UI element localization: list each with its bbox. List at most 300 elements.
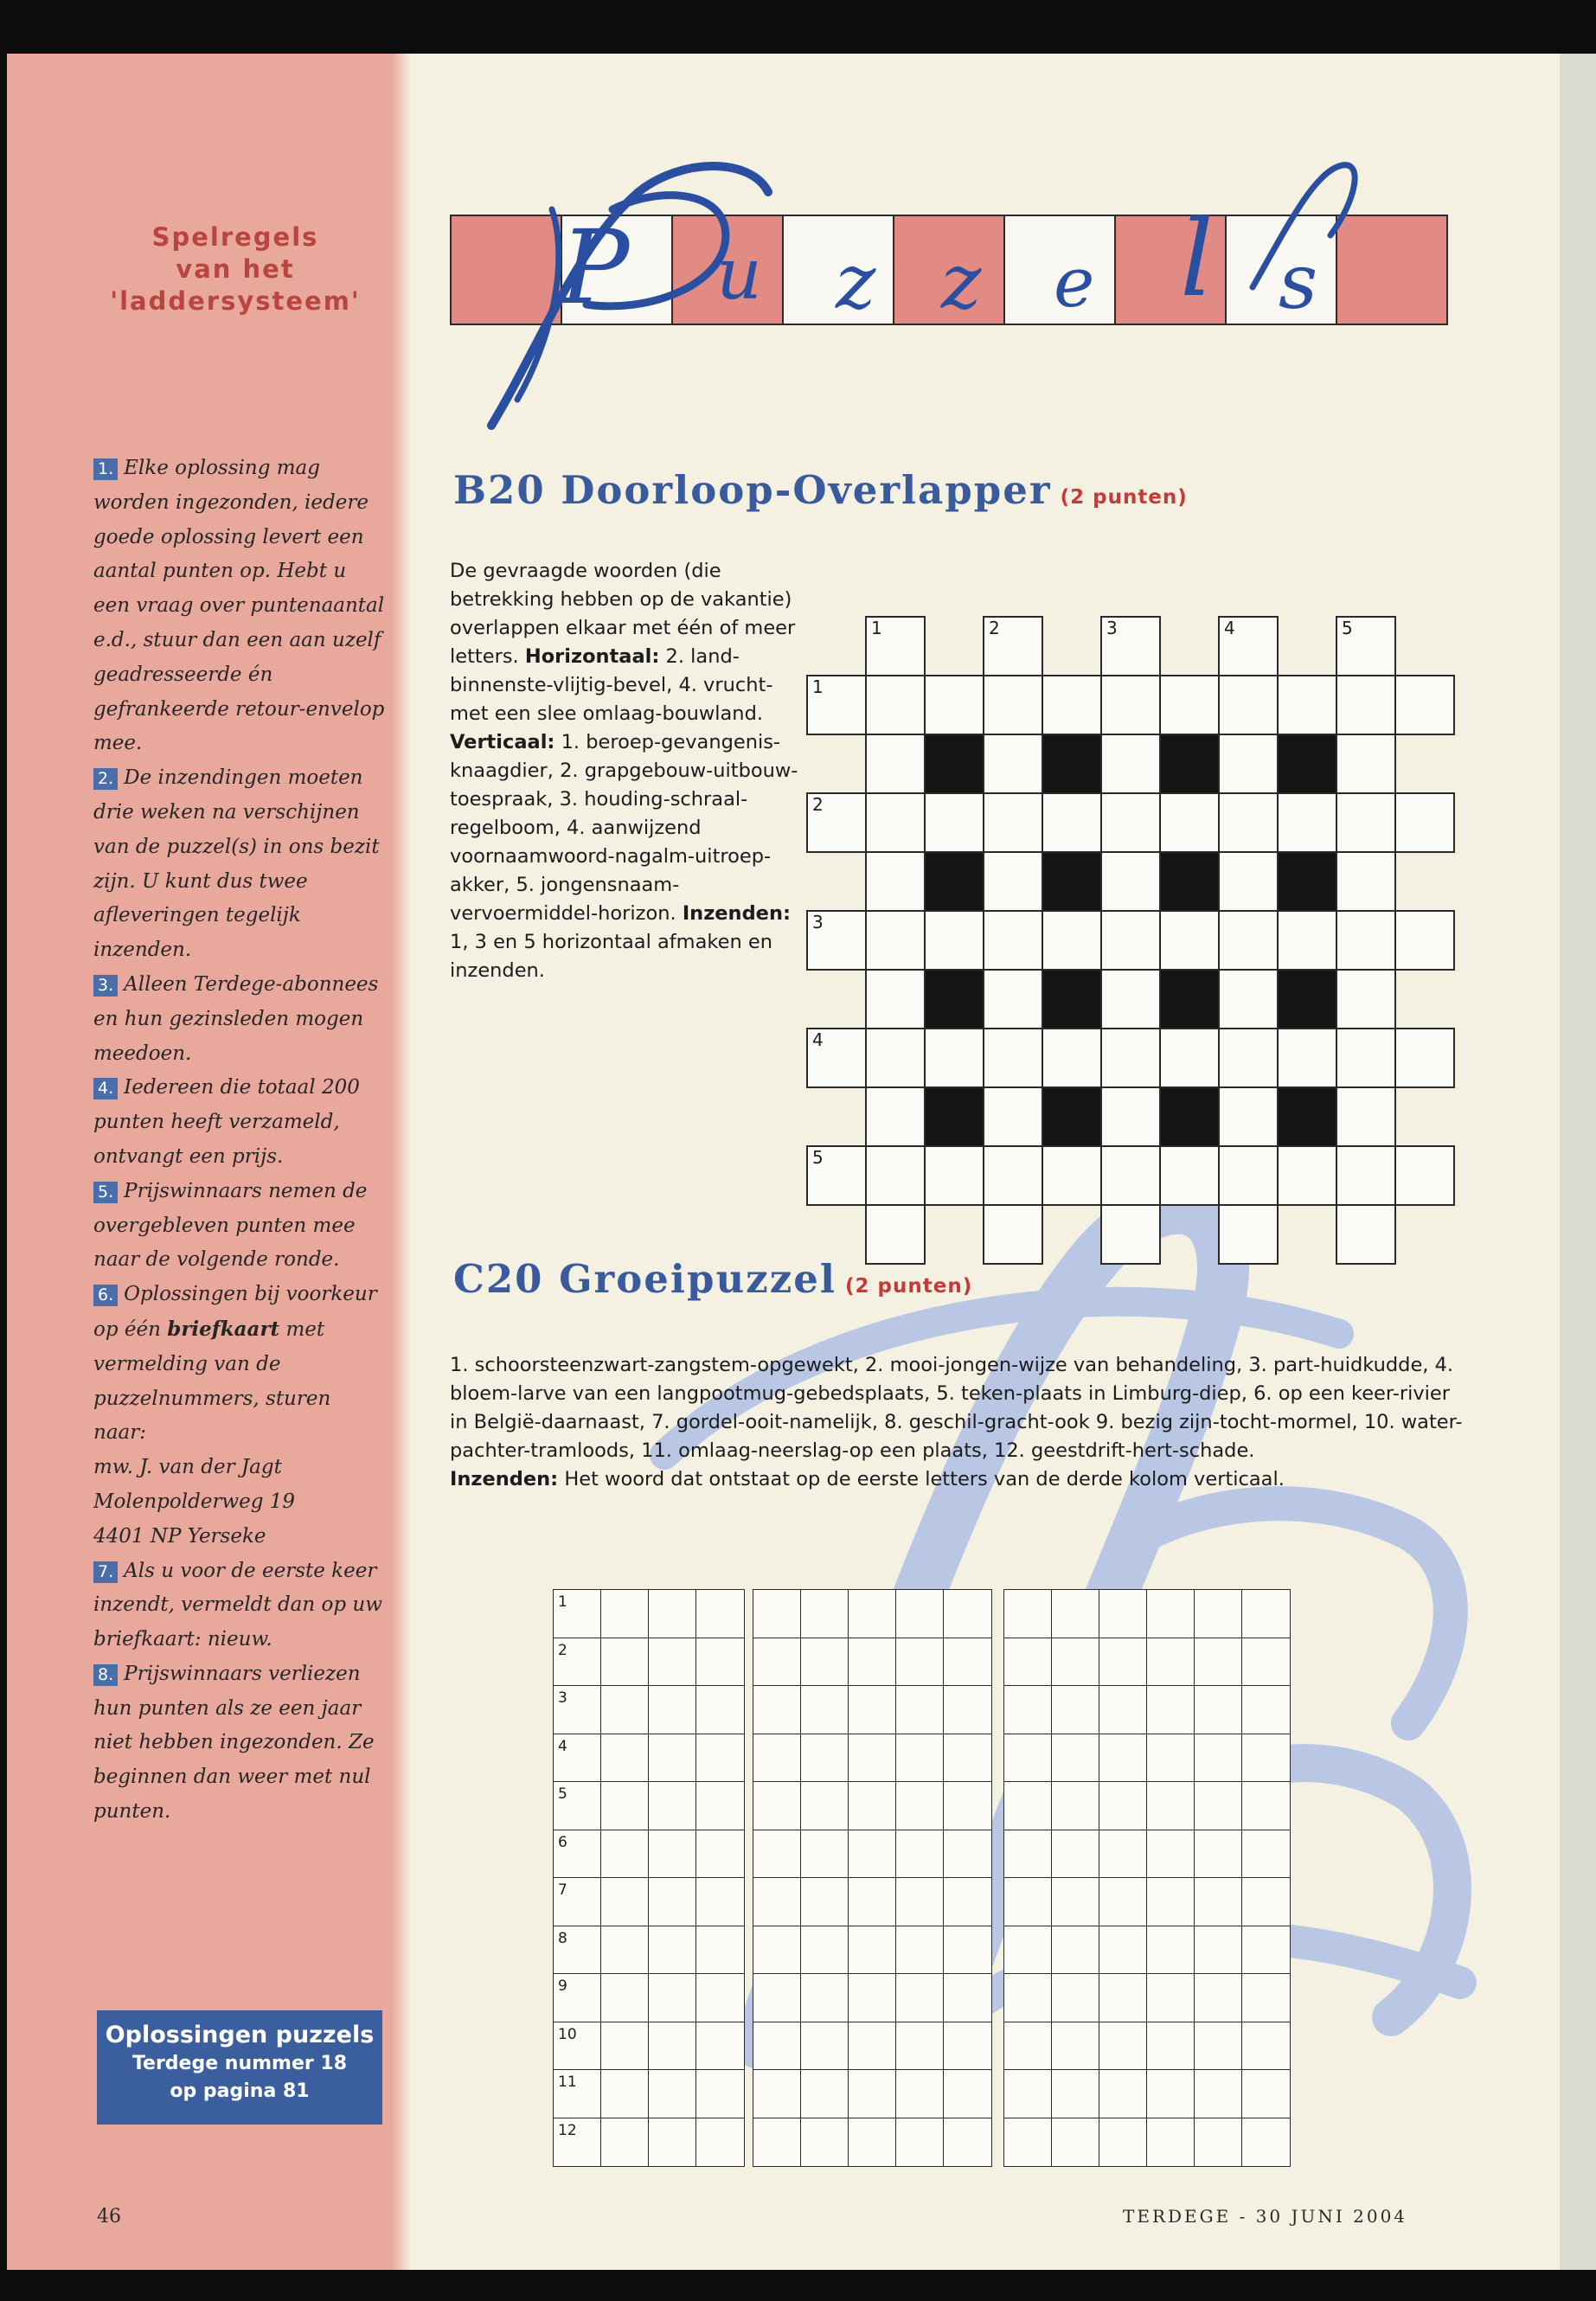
grid-cell[interactable] (1051, 1685, 1100, 1734)
grid-cell[interactable] (848, 1781, 897, 1830)
rule-number-badge: 1. (93, 458, 118, 480)
grid-cell[interactable] (848, 2022, 897, 2071)
grid-cell[interactable] (1099, 1830, 1148, 1879)
grid-cell[interactable] (800, 1589, 849, 1638)
grid-cell[interactable] (600, 1685, 650, 1734)
grid-cell[interactable] (1051, 2069, 1100, 2118)
crossword-cell[interactable] (1336, 792, 1396, 853)
grid-cell[interactable] (848, 1877, 897, 1926)
grid-cell[interactable] (695, 2069, 745, 2118)
title-letter: P (561, 208, 630, 327)
crossword-cell[interactable] (924, 1145, 984, 1206)
crossword-cell[interactable] (865, 969, 926, 1029)
grid-cell[interactable] (848, 2069, 897, 2118)
grid-cell[interactable] (1241, 1589, 1291, 1638)
crossword-cell[interactable] (1218, 1028, 1279, 1088)
grid-cell[interactable] (895, 1589, 945, 1638)
crossword-cell[interactable] (924, 910, 984, 971)
grid-cell[interactable] (695, 1926, 745, 1975)
grid-cell[interactable] (800, 1734, 849, 1783)
crossword-cell[interactable] (1277, 910, 1337, 971)
crossword-cell[interactable] (983, 792, 1043, 853)
grid-cell[interactable] (1241, 1973, 1291, 2022)
grid-cell[interactable] (1146, 1926, 1195, 1975)
grid-cell[interactable] (600, 2022, 650, 2071)
row-number: 6 (558, 1833, 567, 1851)
grid-cell[interactable] (1051, 1638, 1100, 1687)
grid-cell[interactable] (753, 1926, 802, 1975)
b20-submit-label: Inzenden: (682, 902, 791, 925)
grid-cell[interactable] (800, 1685, 849, 1734)
grid-cell[interactable] (600, 1734, 650, 1783)
crossword-cell[interactable] (865, 1145, 926, 1206)
crossword-cell[interactable] (983, 675, 1043, 735)
grid-cell[interactable] (943, 1973, 992, 2022)
grid-cell[interactable] (600, 1926, 650, 1975)
grid-cell[interactable] (1241, 2069, 1291, 2118)
grid-cell[interactable] (943, 1685, 992, 1734)
crossword-block (1277, 1086, 1337, 1147)
grid-cell[interactable] (1194, 1877, 1243, 1926)
clue-number: 3 (1106, 618, 1118, 638)
grid-cell[interactable] (553, 1781, 602, 1830)
grid-cell[interactable] (800, 2069, 849, 2118)
grid-cell[interactable] (848, 2118, 897, 2167)
crossword-cell[interactable] (1218, 792, 1279, 853)
grid-cell[interactable] (648, 2118, 697, 2167)
grid-cell[interactable] (1051, 2118, 1100, 2167)
grid-cell[interactable] (895, 2118, 945, 2167)
grid-cell[interactable] (848, 1926, 897, 1975)
crossword-cell[interactable] (865, 734, 926, 794)
grid-cell[interactable] (1051, 1781, 1100, 1830)
crossword-cell[interactable] (806, 792, 867, 853)
grid-cell[interactable] (895, 1734, 945, 1783)
crossword-cell[interactable] (1336, 616, 1396, 676)
grid-cell[interactable] (600, 1781, 650, 1830)
grid-cell[interactable] (1099, 1973, 1148, 2022)
grid-cell[interactable] (695, 2118, 745, 2167)
grid-cell[interactable] (1241, 1877, 1291, 1926)
crossword-cell[interactable] (806, 1145, 867, 1206)
crossword-cell[interactable] (1218, 616, 1279, 676)
rule-item (93, 1278, 388, 1451)
grid-cell[interactable] (895, 2069, 945, 2118)
grid-cell[interactable] (1194, 2069, 1243, 2118)
crossword-cell[interactable] (1042, 1028, 1102, 1088)
grid-cell[interactable] (800, 1926, 849, 1975)
grid-cell[interactable] (1099, 1877, 1148, 1926)
rule-text: Prijswinnaars verliezen hun punten als ze een jaar niet hebben ingezonden. Ze beginnen dan weer met nul punten. (93, 1662, 375, 1823)
grid-cell[interactable] (1003, 1589, 1053, 1638)
clue-number: 2 (812, 794, 824, 815)
grid-cell[interactable] (1241, 2022, 1291, 2071)
grid-cell[interactable] (1003, 1685, 1053, 1734)
crossword-cell[interactable] (1042, 675, 1102, 735)
crossword-block (924, 969, 984, 1029)
row-number: 5 (558, 1785, 567, 1803)
crossword-cell[interactable] (1100, 1145, 1161, 1206)
crossword-cell[interactable] (865, 792, 926, 853)
grid-cell[interactable] (1194, 1638, 1243, 1687)
grid-cell[interactable] (895, 1685, 945, 1734)
grid-cell[interactable] (943, 1734, 992, 1783)
grid-cell[interactable] (895, 1781, 945, 1830)
grid-cell[interactable] (1146, 1685, 1195, 1734)
grid-cell[interactable] (1003, 1877, 1053, 1926)
crossword-cell[interactable] (983, 851, 1043, 912)
crossword-cell[interactable] (865, 616, 926, 676)
grid-cell[interactable] (553, 2022, 602, 2071)
grid-cell[interactable] (943, 2069, 992, 2118)
grid-cell[interactable] (1194, 1589, 1243, 1638)
crossword-cell[interactable] (1159, 1145, 1220, 1206)
crossword-cell[interactable] (1100, 1028, 1161, 1088)
grid-cell[interactable] (1146, 2022, 1195, 2071)
grid-cell[interactable] (553, 1685, 602, 1734)
crossword-cell[interactable] (865, 675, 926, 735)
crossword-cell[interactable] (1336, 1204, 1396, 1265)
grid-cell[interactable] (943, 1638, 992, 1687)
grid-cell[interactable] (648, 1589, 697, 1638)
grid-cell[interactable] (553, 1973, 602, 2022)
grid-cell[interactable] (695, 2022, 745, 2071)
grid-cell[interactable] (943, 2118, 992, 2167)
crossword-cell[interactable] (1336, 1028, 1396, 1088)
grid-cell[interactable] (553, 1734, 602, 1783)
crossword-cell[interactable] (1218, 910, 1279, 971)
grid-cell[interactable] (753, 1685, 802, 1734)
crossword-cell[interactable] (1159, 910, 1220, 971)
grid-cell[interactable] (553, 1877, 602, 1926)
address-line: 4401 NP Yerseke (93, 1524, 266, 1548)
solutions-line: Terdege nummer 18 (131, 2053, 348, 2074)
grid-cell[interactable] (943, 1781, 992, 1830)
grid-cell[interactable] (553, 2118, 602, 2167)
crossword-cell[interactable] (1100, 969, 1161, 1029)
crossword-cell[interactable] (1100, 792, 1161, 853)
grid-cell[interactable] (553, 1589, 602, 1638)
grid-cell[interactable] (1194, 1926, 1243, 1975)
grid-cell[interactable] (1146, 1877, 1195, 1926)
grid-cell[interactable] (1146, 1638, 1195, 1687)
crossword-block (1042, 851, 1102, 912)
title-letter: l (1180, 197, 1215, 320)
grid-cell[interactable] (1003, 1734, 1053, 1783)
crossword-cell[interactable] (1100, 734, 1161, 794)
crossword-cell[interactable] (924, 792, 984, 853)
grid-cell[interactable] (895, 2022, 945, 2071)
rule-item (93, 1071, 388, 1174)
grid-cell[interactable] (648, 1830, 697, 1879)
grid-cell[interactable] (1099, 1926, 1148, 1975)
grid-cell[interactable] (753, 1734, 802, 1783)
grid-cell[interactable] (895, 1638, 945, 1687)
grid-cell[interactable] (695, 1830, 745, 1879)
crossword-cell[interactable] (1394, 792, 1455, 853)
crossword-cell[interactable] (924, 1028, 984, 1088)
crossword-cell[interactable] (1100, 851, 1161, 912)
crossword-cell[interactable] (983, 616, 1043, 676)
grid-cell[interactable] (753, 1781, 802, 1830)
crossword-cell[interactable] (1218, 1086, 1279, 1147)
crossword-cell[interactable] (983, 1028, 1043, 1088)
grid-cell[interactable] (1146, 2069, 1195, 2118)
crossword-cell[interactable] (865, 851, 926, 912)
grid-cell[interactable] (1146, 1830, 1195, 1879)
crossword-cell[interactable] (1277, 1028, 1337, 1088)
grid-cell[interactable] (1051, 1830, 1100, 1879)
grid-cell[interactable] (753, 1877, 802, 1926)
grid-cell[interactable] (848, 1685, 897, 1734)
grid-cell[interactable] (648, 1877, 697, 1926)
grid-cell[interactable] (800, 1638, 849, 1687)
crossword-cell[interactable] (1100, 1204, 1161, 1265)
grid-cell[interactable] (600, 1589, 650, 1638)
grid-cell[interactable] (1051, 1877, 1100, 1926)
grid-cell[interactable] (753, 2118, 802, 2167)
crossword-cell[interactable] (865, 910, 926, 971)
grid-cell[interactable] (1146, 1734, 1195, 1783)
grid-cell[interactable] (800, 1877, 849, 1926)
grid-cell[interactable] (1241, 1830, 1291, 1879)
crossword-cell[interactable] (865, 1086, 926, 1147)
crossword-block (1159, 734, 1220, 794)
grid-cell[interactable] (695, 1781, 745, 1830)
crossword-cell[interactable] (983, 1204, 1043, 1265)
crossword-cell[interactable] (1218, 1145, 1279, 1206)
grid-cell[interactable] (1003, 2022, 1053, 2071)
grid-cell[interactable] (695, 1589, 745, 1638)
crossword-cell[interactable] (806, 1028, 867, 1088)
sidebar-title-line: 'laddersysteem' (110, 286, 361, 316)
crossword-cell[interactable] (1336, 1086, 1396, 1147)
grid-cell[interactable] (800, 2022, 849, 2071)
grid-cell[interactable] (648, 1781, 697, 1830)
crossword-cell[interactable] (983, 969, 1043, 1029)
crossword-cell[interactable] (1218, 969, 1279, 1029)
grid-cell[interactable] (1194, 1973, 1243, 2022)
grid-cell[interactable] (1146, 1973, 1195, 2022)
grid-cell[interactable] (753, 2022, 802, 2071)
crossword-cell[interactable] (1277, 792, 1337, 853)
crossword-cell[interactable] (1218, 734, 1279, 794)
crossword-cell[interactable] (1394, 1028, 1455, 1088)
grid-cell[interactable] (1099, 1734, 1148, 1783)
rule-item (93, 968, 388, 1071)
grid-cell[interactable] (800, 1830, 849, 1879)
crossword-block (1042, 969, 1102, 1029)
grid-cell[interactable] (553, 2069, 602, 2118)
c20-instructions (450, 1351, 1471, 1494)
grid-cell[interactable] (895, 1926, 945, 1975)
grid-cell[interactable] (1241, 1734, 1291, 1783)
grid-cell[interactable] (848, 1589, 897, 1638)
grid-cell[interactable] (1051, 2022, 1100, 2071)
grid-cell[interactable] (753, 2069, 802, 2118)
grid-cell[interactable] (648, 1926, 697, 1975)
crossword-cell[interactable] (983, 1086, 1043, 1147)
grid-cell[interactable] (1241, 1781, 1291, 1830)
grid-cell[interactable] (600, 1638, 650, 1687)
b20-submit-text: 1, 3 en 5 horizontaal afmaken en inzenden. (450, 931, 772, 982)
grid-cell[interactable] (1241, 1685, 1291, 1734)
grid-cell[interactable] (943, 1877, 992, 1926)
crossword-cell[interactable] (806, 910, 867, 971)
row-number: 2 (558, 1641, 567, 1659)
grid-cell[interactable] (753, 1973, 802, 2022)
grid-cell[interactable] (1099, 1589, 1148, 1638)
grid-cell[interactable] (753, 1589, 802, 1638)
grid-cell[interactable] (848, 1638, 897, 1687)
crossword-block (1159, 969, 1220, 1029)
grid-cell[interactable] (1099, 2022, 1148, 2071)
grid-cell[interactable] (1241, 1638, 1291, 1687)
grid-cell[interactable] (648, 1638, 697, 1687)
grid-cell[interactable] (753, 1638, 802, 1687)
grid-cell[interactable] (943, 1830, 992, 1879)
rule-bold-word: briefkaart (167, 1317, 280, 1341)
crossword-cell[interactable] (1218, 1204, 1279, 1265)
grid-cell[interactable] (1194, 2022, 1243, 2071)
grid-cell[interactable] (695, 1638, 745, 1687)
crossword-cell[interactable] (1277, 675, 1337, 735)
rule-number-badge: 7. (93, 1561, 118, 1583)
grid-cell[interactable] (1051, 1589, 1100, 1638)
crossword-cell[interactable] (1394, 675, 1455, 735)
crossword-cell[interactable] (1336, 1145, 1396, 1206)
crossword-cell[interactable] (1394, 1145, 1455, 1206)
crossword-cell[interactable] (983, 734, 1043, 794)
grid-cell[interactable] (1099, 1685, 1148, 1734)
grid-cell[interactable] (800, 2118, 849, 2167)
crossword-cell[interactable] (924, 675, 984, 735)
crossword-cell[interactable] (1218, 675, 1279, 735)
grid-cell[interactable] (1051, 1734, 1100, 1783)
crossword-cell[interactable] (1042, 792, 1102, 853)
grid-cell[interactable] (1051, 1926, 1100, 1975)
grid-cell[interactable] (848, 1973, 897, 2022)
crossword-cell[interactable] (1100, 910, 1161, 971)
crossword-cell[interactable] (1336, 734, 1396, 794)
rule-text: Iedereen die totaal 200 punten heeft verzameld, ontvangt een prijs. (93, 1076, 360, 1168)
grid-cell[interactable] (1003, 1973, 1053, 2022)
grid-cell[interactable] (1051, 1973, 1100, 2022)
crossword-cell[interactable] (865, 1028, 926, 1088)
b20-horizontal-text: 2. land-binnenste-vlijtig-bevel, 4. vrucht-met een slee omlaag-bouwland. (450, 645, 773, 725)
grid-cell[interactable] (695, 1734, 745, 1783)
grid-cell[interactable] (1099, 1781, 1148, 1830)
crossword-cell[interactable] (1159, 792, 1220, 853)
row-number: 3 (558, 1689, 567, 1707)
grid-cell[interactable] (1241, 2118, 1291, 2167)
grid-cell[interactable] (1146, 1589, 1195, 1638)
crossword-cell[interactable] (1042, 910, 1102, 971)
grid-cell[interactable] (648, 1685, 697, 1734)
grid-cell[interactable] (753, 1830, 802, 1879)
crossword-cell[interactable] (1159, 1028, 1220, 1088)
grid-cell[interactable] (1099, 2118, 1148, 2167)
grid-cell[interactable] (1194, 2118, 1243, 2167)
clue-number: 3 (812, 912, 824, 933)
grid-cell[interactable] (553, 1926, 602, 1975)
grid-cell[interactable] (648, 2069, 697, 2118)
solutions-title: Oplossingen puzzels (105, 2022, 375, 2048)
row-number: 12 (558, 2121, 577, 2139)
grid-cell[interactable] (553, 1638, 602, 1687)
grid-cell[interactable] (1146, 1781, 1195, 1830)
grid-cell[interactable] (800, 1973, 849, 2022)
grid-cell[interactable] (695, 1973, 745, 2022)
grid-cell[interactable] (943, 1926, 992, 1975)
crossword-cell[interactable] (1100, 616, 1161, 676)
crossword-cell[interactable] (1336, 675, 1396, 735)
grid-cell[interactable] (600, 2069, 650, 2118)
crossword-cell[interactable] (1100, 675, 1161, 735)
b20-title: Doorloop-Overlapper (561, 467, 1052, 513)
grid-cell[interactable] (1003, 1926, 1053, 1975)
crossword-cell[interactable] (1336, 969, 1396, 1029)
grid-cell[interactable] (648, 2022, 697, 2071)
b20-horizontal-label: Horizontaal: (524, 645, 660, 668)
grid-cell[interactable] (600, 1973, 650, 2022)
crossword-cell[interactable] (1100, 1086, 1161, 1147)
grid-cell[interactable] (1099, 1638, 1148, 1687)
grid-cell[interactable] (1194, 1734, 1243, 1783)
grid-cell[interactable] (695, 1877, 745, 1926)
crossword-cell[interactable] (1336, 910, 1396, 971)
grid-cell[interactable] (943, 1589, 992, 1638)
grid-cell[interactable] (695, 1685, 745, 1734)
grid-cell[interactable] (1003, 1830, 1053, 1879)
crossword-cell[interactable] (1336, 851, 1396, 912)
crossword-cell[interactable] (1042, 1145, 1102, 1206)
grid-cell[interactable] (1003, 1638, 1053, 1687)
crossword-cell[interactable] (806, 675, 867, 735)
grid-cell[interactable] (1241, 1926, 1291, 1975)
grid-cell[interactable] (600, 1877, 650, 1926)
grid-cell[interactable] (1194, 1830, 1243, 1879)
grid-cell[interactable] (943, 2022, 992, 2071)
grid-cell[interactable] (648, 1973, 697, 2022)
grid-cell[interactable] (553, 1830, 602, 1879)
grid-cell[interactable] (895, 1877, 945, 1926)
magazine-issue: TERDEGE - 30 JUNI 2004 (1123, 2206, 1408, 2227)
grid-cell[interactable] (1194, 1685, 1243, 1734)
crossword-cell[interactable] (1277, 1145, 1337, 1206)
grid-cell[interactable] (1194, 1781, 1243, 1830)
crossword-cell[interactable] (983, 910, 1043, 971)
grid-cell[interactable] (1003, 2118, 1053, 2167)
crossword-cell[interactable] (983, 1145, 1043, 1206)
grid-cell[interactable] (1003, 1781, 1053, 1830)
crossword-cell[interactable] (1394, 910, 1455, 971)
crossword-cell[interactable] (1159, 675, 1220, 735)
grid-cell[interactable] (1003, 2069, 1053, 2118)
grid-cell[interactable] (648, 1734, 697, 1783)
grid-cell[interactable] (600, 1830, 650, 1879)
grid-cell[interactable] (600, 2118, 650, 2167)
grid-cell[interactable] (895, 1830, 945, 1879)
clue-number: 1 (871, 618, 882, 638)
grid-cell[interactable] (848, 1734, 897, 1783)
crossword-cell[interactable] (1218, 851, 1279, 912)
grid-cell[interactable] (895, 1973, 945, 2022)
grid-cell[interactable] (848, 1830, 897, 1879)
grid-cell[interactable] (1146, 2118, 1195, 2167)
grid-cell[interactable] (800, 1781, 849, 1830)
grid-cell[interactable] (1099, 2069, 1148, 2118)
